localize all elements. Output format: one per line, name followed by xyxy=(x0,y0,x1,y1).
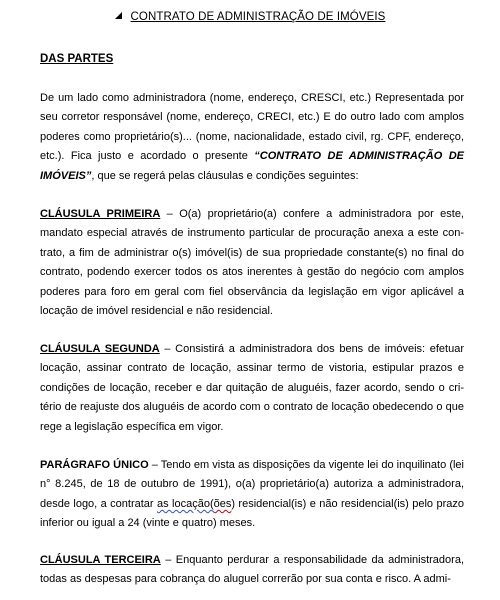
document-title: CONTRATO DE ADMINISTRAÇÃO DE IMÓVEIS xyxy=(130,11,386,23)
clause-3-label: CLÁUSULA TERCEIRA xyxy=(40,554,161,566)
document-title-row xyxy=(0,11,500,23)
clause-3-text: – Enquanto perdurar a responsabilidade da administradora, todas as despesas para cobrança do aluguel correrão por sua conta e risco. A admi- xyxy=(40,554,464,586)
paragraph-clause-2 xyxy=(40,340,464,437)
spelling-flagged-text: ões xyxy=(213,497,232,510)
paragraph-single-label: PARÁGRAFO ÚNICO xyxy=(40,459,149,471)
clause-2-label: CLÁUSULA SEGUNDA xyxy=(40,343,160,355)
parties-text-part2: , que se regerá pelas cláusulas e condições seguintes: xyxy=(91,169,359,182)
clause-2-text: – Consistirá a administradora dos bens de imóveis: efetuar locação, assinar contrato de locação, assinar termo de vistoria, estipular prazos e condições de locação, receber e dar quitação de aluguéis, fazer acordo, sendo o critério de reajuste dos aluguéis de acordo com o contrato de locação obedecendo o que rege a legislação específica em vigor. xyxy=(40,343,464,433)
section-heading-parties: DAS PARTES xyxy=(40,53,114,65)
paragraph-parties xyxy=(40,89,464,186)
triangle-marker-icon xyxy=(115,12,122,19)
parties-text-part1: De um lado como administradora (nome, endereço, CRESCI, etc.) Representada por seu corretor responsável (nome, endereço, CRECI, etc.) E do outro lado com amplos poderes como proprietário(s)... (nome, nacionalidade, estado civil, rg. CPF, endereço, etc.). Fica justo e acordado o presente xyxy=(40,92,464,163)
contract-name-emphasis: “CONTRATO DE ADMINISTRAÇÃO DE IMÓVEIS” xyxy=(40,150,464,182)
grammar-flagged-text: as locação( xyxy=(157,497,214,510)
paragraph-clause-3 xyxy=(40,551,464,590)
paragraph-single-text-part2: ) residencial(is) e não residencial(is) pelo prazo inferior ou igual a 24 (vinte e quatro) meses. xyxy=(40,497,464,530)
clause-1-label: CLÁUSULA PRIMEIRA xyxy=(40,208,161,220)
paragraph-single-text-part1: – Tendo em vista as disposições da vigente lei do inquilinato (lei n° 8.245, de 18 de outubro de 1991), o(a) proprietário(a) autoriza a administradora, desde logo, a contratar xyxy=(40,459,464,510)
paragraph-single xyxy=(40,456,464,534)
clause-1-text: – O(a) proprietário(a) confere a administradora por este, mandato especial através de instrumento particular de procuração anexa a este contrato, a fim de administrar o(s) imóvel(is) de sua propriedade constante(s) no final do contrato, podendo exercer todos os atos inerentes à gestão do negócio com amplos poderes para foro em geral com fiel observância da legislação em vigor aplicável a locação de imóvel residencial e não residencial. xyxy=(40,208,464,318)
paragraph-clause-1 xyxy=(40,205,464,321)
